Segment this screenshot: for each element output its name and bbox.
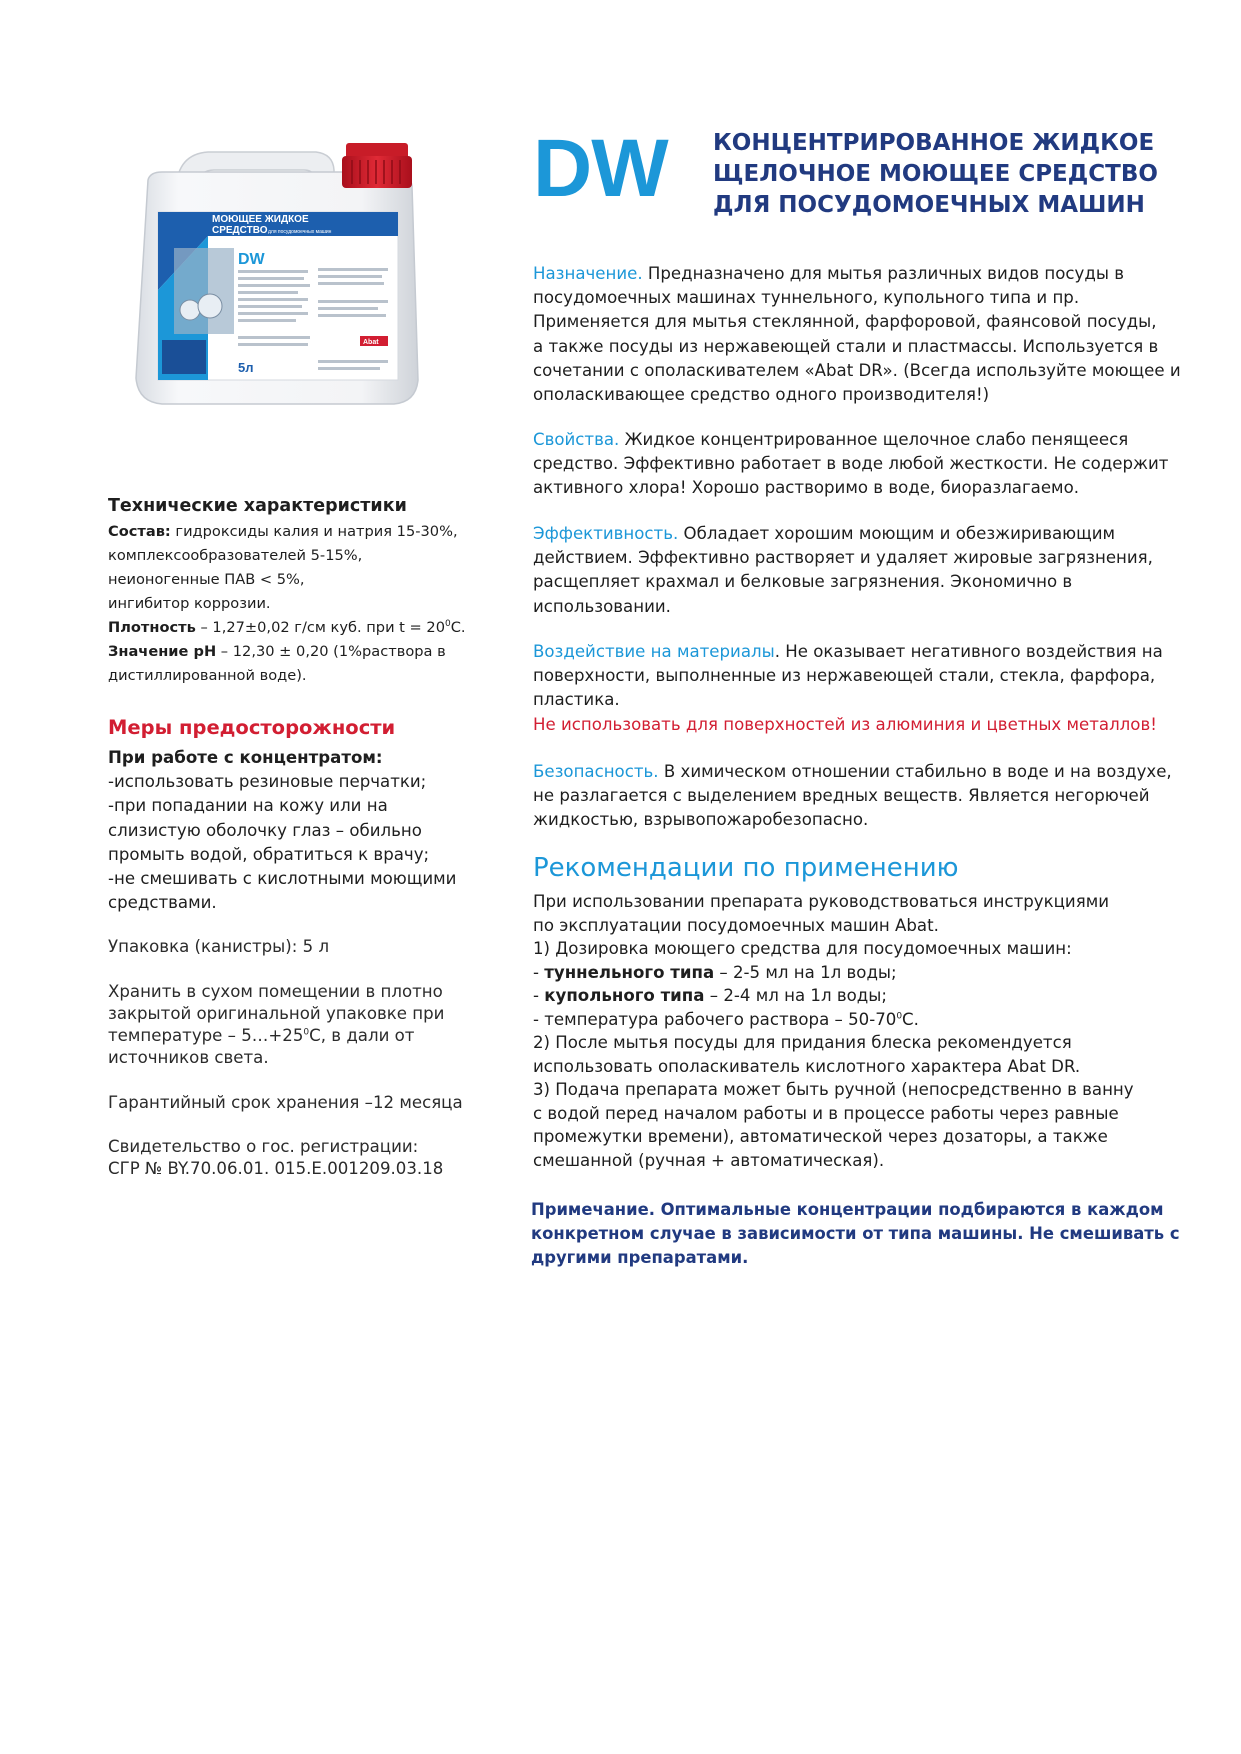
storage-line: температуре – 5…+25 — [108, 1026, 304, 1045]
rec-text: С. — [902, 1009, 919, 1029]
section-text: поверхности, выполненные из нержавеющей стали, стекла, фарфора, — [533, 666, 1156, 686]
label-text-line1: МОЮЩЕЕ ЖИДКОЕ — [212, 214, 309, 225]
spec-text: дистиллированной воде). — [108, 667, 307, 684]
rec-line: 2) После мытья посуды для придания блеска рекомендуется — [533, 1033, 1072, 1052]
section-text: действием. Эффективно растворяет и удаляет жировые загрязнения, — [533, 548, 1153, 568]
precautions-heading: Меры предосторожности — [108, 716, 396, 739]
registration-block — [108, 1136, 468, 1180]
precautions-body — [108, 746, 468, 915]
precaution-line: -при попадании на кожу или на — [108, 796, 388, 816]
rec-line: смешанной (ручная + автоматическая). — [533, 1150, 885, 1170]
note-label: Примечание. — [531, 1200, 655, 1219]
rec-text: – 2-4 мл на 1л воды; — [704, 986, 887, 1005]
note-text: другими препаратами. — [531, 1248, 749, 1267]
storage-block — [108, 981, 468, 1069]
storage-line: Хранить в сухом помещении в плотно — [108, 982, 443, 1001]
product-canister-image — [128, 140, 428, 408]
degree-sup: 0 — [896, 1010, 903, 1021]
spec-text: – 1,27±0,02 г/см куб. при t = 20 — [195, 619, 445, 636]
section-efficiency — [533, 522, 1173, 619]
section-text: не разлагается с выделением вредных веществ. Является негорючей — [533, 786, 1150, 806]
section-label: Безопасность. — [533, 762, 659, 781]
rec-line: промежутки времени), автоматической через дозаторы, а также — [533, 1127, 1108, 1146]
precaution-line: -использовать резиновые перчатки; — [108, 772, 427, 792]
section-text: Обладает хорошим моющим и обезжиривающим — [678, 524, 1116, 543]
rec-line: При использовании препарата руководствоваться инструкциями — [533, 892, 1109, 911]
spec-label: Плотность — [108, 619, 196, 636]
spec-text: С. — [450, 619, 466, 636]
title-line: ДЛЯ ПОСУДОМОЕЧНЫХ МАШИН — [713, 192, 1145, 218]
section-text: Предназначено для мытья различных видов посуды в — [642, 264, 1124, 283]
label-code: DW — [238, 251, 265, 268]
section-text: расщепляет крахмал и белковые загрязнения. Экономично в — [533, 572, 1073, 592]
rec-line: 1) Дозировка моющего средства для посудомоечных машин: — [533, 939, 1072, 958]
section-text: сочетании с ополаскивателем «Abat DR». (Всегда используйте моющее и — [533, 360, 1181, 380]
storage-line: закрытой оригинальной упаковке при — [108, 1004, 445, 1023]
degree-sup: 0 — [303, 1027, 310, 1038]
precaution-line: слизистую оболочку глаз – обильно — [108, 820, 422, 840]
rec-text: - — [533, 986, 545, 1005]
tech-specs — [108, 520, 468, 688]
recommendations-body — [533, 890, 1173, 1172]
product-code-heading: DW — [533, 123, 668, 214]
rec-text: – 2-5 мл на 1л воды; — [714, 962, 897, 982]
rec-bold: туннельного типа — [544, 962, 715, 982]
label-text-line2: СРЕДСТВО — [212, 225, 268, 236]
section-properties — [533, 428, 1173, 501]
rec-line: с водой перед началом работы и в процессе работы через равные — [533, 1103, 1119, 1123]
rec-line: по эксплуатации посудомоечных машин Abat. — [533, 915, 939, 935]
section-text: посудомоечных машинах туннельного, купольного типа и пр. — [533, 288, 1080, 308]
section-text: . Не оказывает негативного воздействия на — [774, 642, 1163, 661]
rec-line: использовать ополаскиватель кислотного характера Abat DR. — [533, 1056, 1081, 1076]
spec-text: гидроксиды калия и натрия 15-30%, — [170, 523, 458, 540]
recommendations-heading: Рекомендации по применению — [533, 853, 959, 883]
degree-sup: 0 — [445, 619, 451, 630]
shelf-life-text: Гарантийный срок хранения –12 месяца — [108, 1093, 463, 1112]
rec-text: - — [533, 962, 545, 982]
precaution-line: -не смешивать с кислотными моющими — [108, 869, 457, 889]
section-text: ополаскивающее средство одного производителя!) — [533, 385, 990, 405]
spec-text: – 12,30 ± 0,20 (1%раствора в — [216, 643, 446, 660]
label-brand: Abat — [363, 339, 379, 346]
precaution-line: промыть водой, обратиться к врачу; — [108, 844, 430, 864]
note-block — [531, 1198, 1180, 1270]
materials-warning: Не использовать для поверхностей из алюминия и цветных металлов! — [533, 714, 1157, 734]
title-line: ЩЕЛОЧНОЕ МОЮЩЕЕ СРЕДСТВО — [713, 161, 1158, 187]
registration-line: СГР № BY.70.06.01. 015.E.001209.03.18 — [108, 1159, 444, 1178]
spec-text: ингибитор коррозии. — [108, 595, 271, 612]
section-materials — [533, 640, 1173, 737]
section-text: Жидкое концентрированное щелочное слабо пенящееся — [619, 430, 1129, 449]
storage-line: С, в дали от — [309, 1026, 415, 1045]
section-label: Воздействие на материалы — [533, 642, 775, 661]
spec-text: неионогенные ПАВ < 5%, — [108, 571, 305, 588]
section-text: В химическом отношении стабильно в воде и на воздухе, — [658, 762, 1172, 781]
spec-label: Значение pH — [108, 643, 217, 660]
section-text: средство. Эффективно работает в воде любой жесткости. Не содержит — [533, 454, 1169, 474]
section-text: а также посуды из нержавеющей стали и пластмассы. Используется в — [533, 336, 1159, 356]
packaging-text: Упаковка (канистры): 5 л — [108, 937, 330, 956]
section-text: Применяется для мытья стеклянной, фарфоровой, фаянсовой посуды, — [533, 312, 1157, 332]
section-text: активного хлора! Хорошо растворимо в воде, биоразлагаемо. — [533, 478, 1080, 498]
rec-line: 3) Подача препарата может быть ручной (непосредственно в ванну — [533, 1080, 1134, 1099]
storage-line: источников света. — [108, 1048, 269, 1067]
section-purpose — [533, 262, 1181, 407]
section-label: Свойства. — [533, 430, 620, 449]
spec-text: комплексообразователей 5-15%, — [108, 547, 363, 564]
section-text: пластика. — [533, 690, 620, 710]
title-line: КОНЦЕНТРИРОВАННОЕ ЖИДКОЕ — [713, 130, 1155, 156]
tech-heading: Технические характеристики — [108, 496, 407, 516]
label-subline: для посудомоечных машин — [268, 229, 332, 235]
section-label: Назначение. — [533, 264, 643, 283]
precaution-line: средствами. — [108, 893, 217, 913]
label-volume: 5л — [238, 360, 254, 375]
spec-label: Состав: — [108, 523, 171, 540]
rec-bold: купольного типа — [544, 986, 705, 1005]
section-safety — [533, 760, 1173, 833]
section-label: Эффективность. — [533, 524, 679, 543]
note-text: конкретном случае в зависимости от типа машины. Не смешивать с — [531, 1224, 1180, 1243]
section-text: использовании. — [533, 596, 671, 616]
section-text: жидкостью, взрывопожаробезопасно. — [533, 810, 869, 830]
precautions-subtitle: При работе с концентратом: — [108, 748, 383, 767]
rec-text: - температура рабочего раствора – 50-70 — [533, 1009, 897, 1029]
registration-line: Свидетельство о гос. регистрации: — [108, 1137, 419, 1156]
note-text: Оптимальные концентрации подбираются в каждом — [654, 1200, 1164, 1219]
page-title — [713, 128, 1158, 221]
